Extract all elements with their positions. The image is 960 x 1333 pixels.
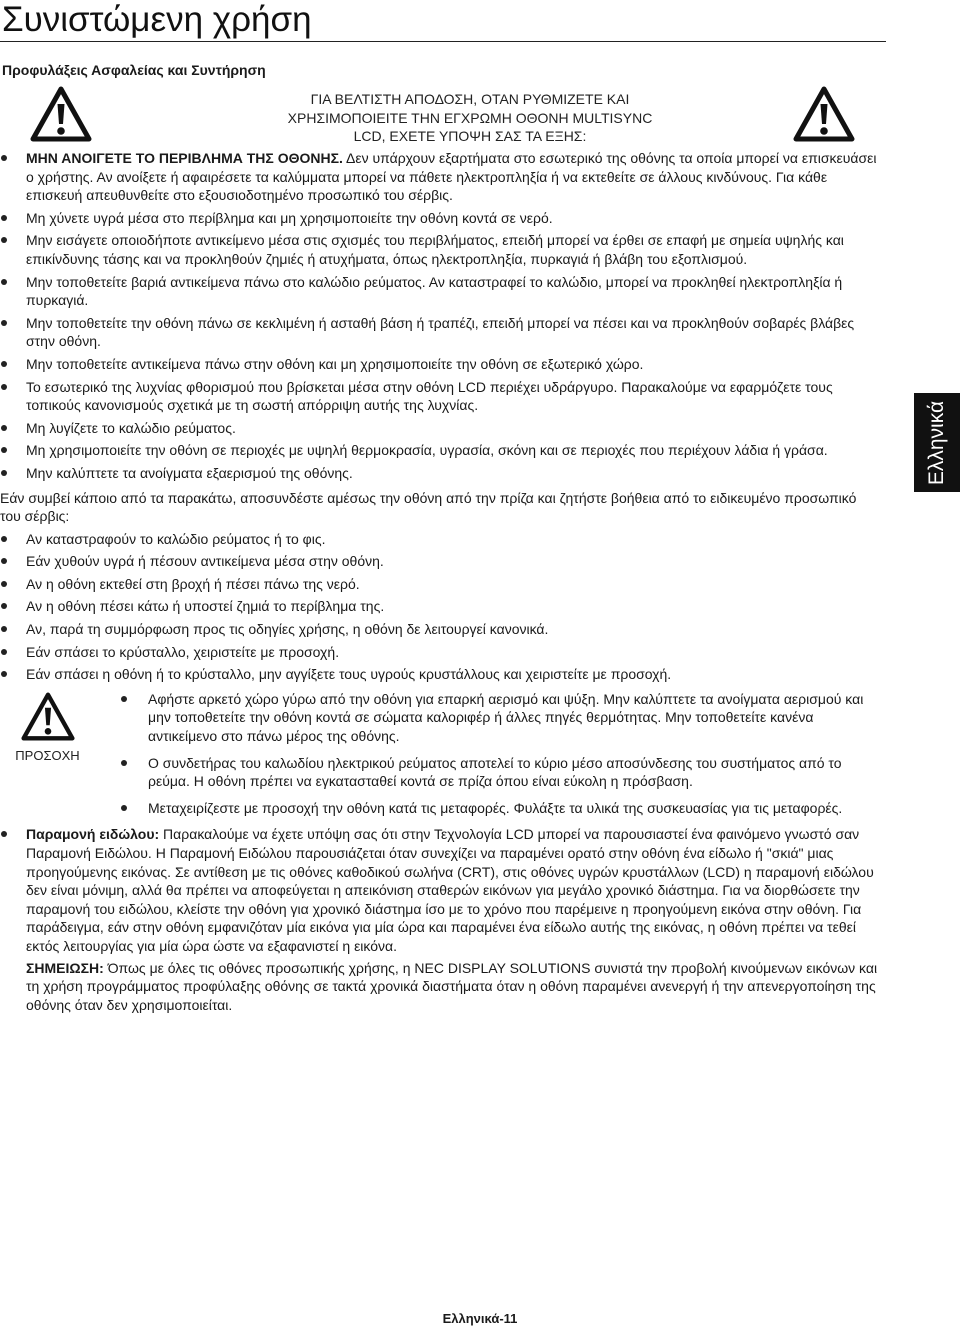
warning-header-line: ΓΙΑ ΒΕΛΤΙΣΤΗ ΑΠΟΔΟΣΗ, ΟΤΑΝ ΡΥΘΜΙΖΕΤΕ ΚΑΙ [310, 91, 630, 107]
list-item: Μην καλύπτετε τα ανοίγματα εξαερισμού της οθόνης. [0, 464, 880, 483]
list-item: Αν η οθόνη πέσει κάτω ή υποστεί ζημιά το περίβλημα της. [0, 597, 880, 616]
caution-block [0, 692, 95, 766]
list-item: Ο συνδετήρας του καλωδίου ηλεκτρικού ρεύματος αποτελεί το κύριο μέσο αποσύνδεσης του συστήματος από το ρεύμα. Η οθόνη πρέπει να εγκατασταθεί κοντά σε πρίζα όπου είναι εύκολη η πρόσβαση. [121, 754, 880, 791]
caution-list [121, 690, 880, 818]
list-item: Μην τοποθετείτε αντικείμενα πάνω στην οθόνη και μη χρησιμοποιείτε την οθόνη σε εξωτερικό χώρο. [0, 355, 880, 374]
note [26, 959, 880, 1015]
image-persistence-text: Παρακαλούμε να έχετε υπόψη σας ότι στην Τεχνολογία LCD μπορεί να παρουσιαστεί ένα φαινόμενο γνωστό σαν Παραμονή Ειδώλου. Η Παραμονή Ειδώλου παρουσιάζεται όταν συνεχίζει να παραμένει ορατό στην οθόνη ένα είδωλο ή "σκιά" μιας προηγούμενης εικόνας. Σε αντίθεση με τις οθόνες καθοδικού σωλήνα (CRT), στις οθόνες υγρών κρυστάλλων (LCD) η παραμονή ειδώλου δεν είναι μόνιμη, αλλά θα πρέπει να αποφεύγεται η απεικόνιση σταθερών εικόνων για μεγάλο χρονικό διάστημα. Για να διορθώσετε την παραμονή του ειδώλου, κλείστε την οθόνη για χρονικό διάστημα ίσο με το χρόνο που παρέμεινε η προηγούμενη εικόνα στην οθόνη. Για παράδειγμα, εάν στην οθόνη εμφανιζόταν μία εικόνα για μία ώρα και παραμένει ένα είδωλο αυτής της εικόνας, η οθόνη πρέπει να τεθεί εκτός λειτουργίας για μία ώρα ώστε να εξαφανιστεί η εικόνα. [26, 826, 874, 954]
list-item: Αν η οθόνη εκτεθεί στη βροχή ή πέσει πάνω της νερό. [0, 575, 880, 594]
warning-triangle-icon [30, 86, 92, 142]
note-text: Όπως με όλες τις οθόνες προσωπικής χρήσης, η NEC DISPLAY SOLUTIONS συνιστά την προβολή κινούμενων εικόνων και τη χρήση προγράμματος προφύλαξης οθόνης σε τακτά χρονικά διαστήματα όταν η οθόνη παραμένει ανενεργή ή την απενεργοποίηση της οθόνης όταν δεν χρησιμοποιείται. [26, 959, 878, 1013]
list-item: Μεταχειρίζεστε με προσοχή την οθόνη κατά τις μεταφορές. Φυλάξτε τα υλικά της συσκευασίας για τις μεταφορές. [121, 799, 880, 818]
list-item: Αν, παρά τη συμμόρφωση προς τις οδηγίες χρήσης, η οθόνη δε λειτουργεί κανονικά. [0, 620, 880, 639]
list-item: Μην τοποθετείτε βαριά αντικείμενα πάνω στο καλώδιο ρεύματος. Αν καταστραφεί το καλώδιο, μπορεί να προκληθεί ηλεκτροπληξία ή πυρκαγιά. [0, 273, 880, 310]
page-number: Ελληνικά-11 [442, 1311, 518, 1326]
image-persistence-list [0, 825, 880, 1014]
warning-triangle-icon [21, 692, 75, 746]
warning-header-line: LCD, ΕΧΕΤΕ ΥΠΟΨΗ ΣΑΣ ΤΑ ΕΞΗΣ: [353, 128, 587, 144]
list-item: Το εσωτερικό της λυχνίας φθορισμού που βρίσκεται μέσα στην οθόνη LCD περιέχει υδράργυρο. Παρακαλούμε να εφαρμόζετε τους τοπικούς κανονισμούς σχετικά με τη σωστή απόρριψη αυτής της λυχνίας. [0, 378, 880, 415]
list-item: ΜΗΝ ΑΝΟΙΓΕΤΕ ΤΟ ΠΕΡΙΒΛΗΜΑ ΤΗΣ ΟΘΟΝΗΣ. Δεν υπάρχουν εξαρτήματα στο εσωτερικό της οθόνης τα οποία μπορεί να επισκευάσει ο χρήστης. Αν ανοίξετε ή αφαιρέσετε τα καλύμματα μπορεί να πάθετε ηλεκτροπληξία ή να εκτεθείτε σε άλλους κινδύνους. Για κάθε επισκευή απευθυνθείτε στο εξουσιοδοτημένο προσωπικό του σέρβις. [0, 149, 880, 205]
list-item: Αφήστε αρκετό χώρο γύρω από την οθόνη για επαρκή αερισμό και ψύξη. Μην καλύπτετε τα ανοίγματα αερισμού και μην τοποθετείτε την οθόνη κοντά σε σώματα καλοριφέρ ή άλλες πηγές θερμότητας. Μην τοποθετείτε κανένα αντικείμενο στο πάνω μέρος της οθόνης. [121, 690, 880, 746]
language-side-tab-label: Ελληνικά [925, 400, 948, 485]
language-side-tab [914, 393, 960, 492]
list-item: Εάν σπάσει το κρύσταλλο, χειριστείτε με προσοχή. [0, 643, 880, 662]
list-item: Μη χύνετε υγρά μέσα στο περίβλημα και μη χρησιμοποιείτε την οθόνη κοντά σε νερό. [0, 209, 880, 228]
caution-section [0, 690, 880, 818]
title-rule [0, 41, 886, 42]
unplug-list [0, 530, 880, 684]
warning-header [210, 90, 730, 146]
list-item: Μην τοποθετείτε την οθόνη πάνω σε κεκλιμένη ή ασταθή βάση ή τραπέζι, επειδή μπορεί να πέσει και να προκληθούν σοβαρές βλάβες στην οθόνη. [0, 314, 880, 351]
caution-label: ΠΡΟΣΟΧΗ [15, 748, 80, 764]
list-item: Μη λυγίζετε το καλώδιο ρεύματος. [0, 419, 880, 438]
list-item: Εάν χυθούν υγρά ή πέσουν αντικείμενα μέσα στην οθόνη. [0, 552, 880, 571]
image-persistence-label: Παραμονή ειδώλου: [26, 826, 160, 843]
unplug-intro: Εάν συμβεί κάποιο από τα παρακάτω, αποσυνδέστε αμέσως την οθόνη από την πρίζα και ζητήστε βοήθεια από το ειδικευμένο προσωπικό του σέρβις: [0, 489, 857, 525]
warning-triangle-icon [793, 86, 855, 142]
list-item [0, 825, 880, 1014]
list-item: Μην εισάγετε οποιοδήποτε αντικείμενο μέσα στις σχισμές του περιβλήματος, επειδή μπορεί να έρθει σε επαφή με σημεία υψηλής και επικίνδυνης τάσης και να προκληθούν ζημιές ή ατυχήματα, όπως ηλεκτροπληξία, πυρκαγιά ή βλάβη του εξοπλισμού. [0, 231, 880, 268]
note-label: ΣΗΜΕΙΩΣΗ: [26, 959, 104, 976]
list-item: Εάν σπάσει η οθόνη ή το κρύσταλλο, μην αγγίξετε τους υγρούς κρυστάλλους και χειριστείτε με προσοχή. [0, 665, 880, 684]
warning-header-line: ΧΡΗΣΙΜΟΠΟΙΕΙΤΕ ΤΗΝ ΕΓΧΡΩΜΗ ΟΘΟΝΗ MULTISYNC [287, 109, 653, 126]
list-item: Αν καταστραφούν το καλώδιο ρεύματος ή το φις. [0, 530, 880, 549]
section-title: Προφυλάξεις Ασφαλείας και Συντήρηση [2, 62, 266, 78]
list-item: Μη χρησιμοποιείτε την οθόνη σε περιοχές με υψηλή θερμοκρασία, υγρασία, σκόνη και σε περιοχές που περιέχουν λάδια ή γράσα. [0, 441, 880, 460]
main-content [0, 149, 880, 1018]
safety-list [0, 149, 880, 483]
page-title: Συνιστώμενη χρήση [2, 0, 312, 39]
